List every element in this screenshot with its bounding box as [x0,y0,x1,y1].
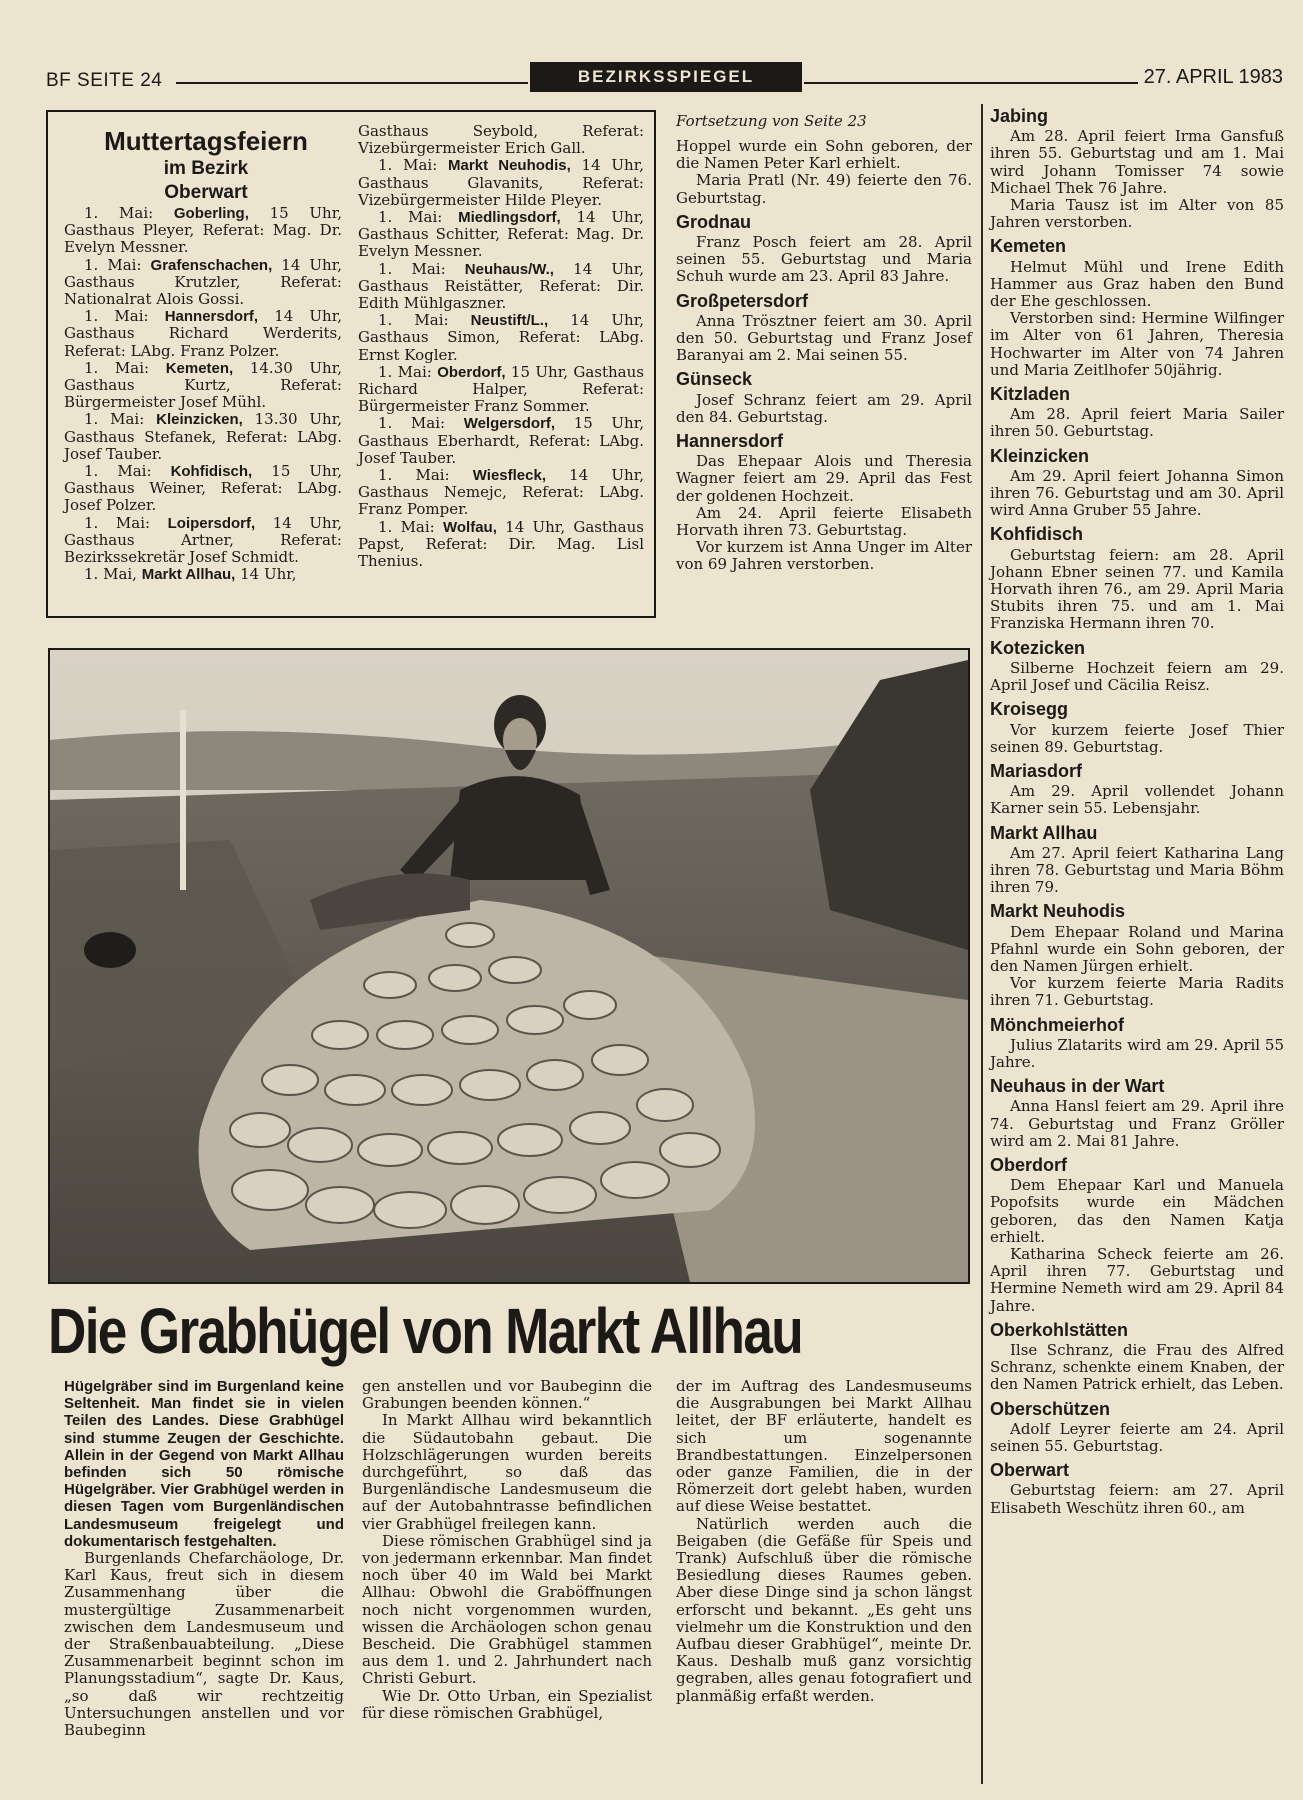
town-heading: Kitzladen [990,384,1071,405]
town-news-column-3 [676,138,972,574]
town-heading: Markt Allhau [990,822,1098,843]
article-column-3 [676,1378,972,1705]
article-paragraph: In Markt Allhau wird bekanntlich die Südautobahn gebaut. Die Holzschlägerungen wurden bereits durchgeführt, so daß das Burgenländische Landesmuseum die auf der Autobahntrasse befindlichen vier Grabhügel freilegen kann. [362,1411,652,1533]
event-entry: 1. Mai: Oberdorf, 15 Uhr, Gasthaus Richard Halper, Referat: Bürgermeister Franz Sommer. [358,362,644,416]
news-paragraph: Silberne Hochzeit feiern am 29. April Josef und Cäcilia Reisz. [990,658,1284,695]
news-paragraph: Am 28. April feiert Maria Sailer ihren 50. Geburtstag. [990,405,1284,441]
news-paragraph: Ilse Schranz, die Frau des Alfred Schranz, schenkte einem Knaben, der den Namen Patrick erhielt, das Leben. [990,1341,1284,1394]
page-label: BF SEITE 24 [46,70,163,91]
article-paragraph: Wie Dr. Otto Urban, ein Spezialist für diese römischen Grabhügel, [362,1686,652,1722]
event-entry: 1. Mai: Loipersdorf, 14 Uhr, Gasthaus Artner, Referat: Bezirkssekretär Josef Schmidt. [64,513,342,567]
town-heading: Grodnau [676,211,751,232]
news-paragraph: Maria Pratl (Nr. 49) feierte den 76. Geburtstag. [676,171,972,207]
town-heading: Markt Neuhodis [990,901,1126,922]
town-heading: Mönchmeierhof [990,1014,1125,1035]
news-paragraph: Geburtstag feiern: am 27. April Elisabeth Weschütz ihren 60., am [990,1481,1284,1517]
excavation-photo [48,648,970,1284]
news-paragraph: Maria Tausz ist im Alter von 85 Jahren verstorben. [990,196,1284,232]
news-paragraph: Am 29. April feiert Johanna Simon ihren 76. Geburtstag und am 30. April wird Anna Gruber 55 Jahre. [990,466,1284,520]
article-paragraph: Burgenlands Chefarchäologe, Dr. Karl Kaus, freut sich in diesem Zusammenhang über die mustergültige Zusammenarbeit zwischen dem Landesmuseum und der Straßenbauabteilung. „Diese Zusammenarbeit beginnt schon im Planungsstadium“, sagte Dr. Kaus, „so daß wir rechtzeitig Untersuchungen anstellen und vor Baubeginn [64,1549,344,1740]
town-heading: Hannersdorf [676,431,784,452]
news-paragraph: Katharina Scheck feierte am 26. April ihren 77. Geburtstag und Hermine Nemeth wird am 29. April 84 Jahre. [990,1244,1284,1315]
news-paragraph: Vor kurzem feierte Josef Thier seinen 89. Geburtstag. [990,720,1284,756]
news-paragraph: Verstorben sind: Hermine Wilfinger im Alter von 61 Jahren, Theresia Hochwarter im Alter von 74 Jahren und Maria Zeitlhofer 50jährig. [990,309,1284,379]
event-entry: 1. Mai: Wiesfleck, 14 Uhr, Gasthaus Nemejc, Referat: LAbg. Franz Pomper. [358,466,644,519]
box-subtitle: im Bezirk [163,158,249,179]
continued-note: Fortsetzung von Seite 23 [676,112,867,130]
event-entry: 1. Mai: Wolfau, 14 Uhr, Gasthaus Papst, Referat: Dir. Mag. Lisl Thenius. [358,517,644,571]
box-column-1 [64,205,342,583]
town-heading: Oberwart [990,1460,1070,1481]
town-heading: Kemeten [990,236,1067,257]
news-paragraph: Am 28. April feiert Irma Gansfuß ihren 55. Geburtstag und am 1. Mai wird Johann Tomisser 74 sowie Michael Thek 76 Jahre. [990,127,1284,197]
town-heading: Günseck [676,369,753,390]
event-entry: 1. Mai: Miedlingsdorf, 14 Uhr, Gasthaus Schitter, Referat: Mag. Dr. Evelyn Messner. [358,208,644,261]
article-paragraph-continued: der im Auftrag des Landesmuseums die Ausgrabungen bei Markt Allhau leitet, der BF erläuterte, handelt es sich um sogenannte Brandbestattungen. Einzelpersonen oder ganze Familien, die in der Römerzeit dort gelebt haben, wurden auf diese Weise bestattet. [676,1377,972,1516]
news-paragraph: Anna Hansl feiert am 29. April ihre 74. Geburtstag und Franz Gröller wird am 2. Mai 81 Jahre. [990,1097,1284,1150]
town-news-column-4 [990,108,1284,1517]
event-entry: 1. Mai, Markt Allhau, 14 Uhr, [84,565,297,584]
news-paragraph: Franz Posch feiert am 28. April seinen 55. Geburtstag und Maria Schuh wurde am 23. April 83 Jahre. [676,233,972,286]
news-paragraph: Am 27. April feiert Katharina Lang ihren 78. Geburtstag und Maria Böhm ihren 79. [990,843,1284,897]
news-paragraph: Dem Ehepaar Karl und Manuela Popofsits wurde ein Mädchen geboren, das den Namen Katja erhielt. [990,1176,1284,1246]
town-heading: Jabing [990,106,1049,126]
news-paragraph: Das Ehepaar Alois und Theresia Wagner feiert am 29. April das Fest der goldenen Hochzeit. [676,452,972,505]
event-entry: 1. Mai: Kohfidisch, 15 Uhr, Gasthaus Weiner, Referat: LAbg. Josef Polzer. [64,462,342,515]
header-rule-right [804,82,1138,84]
news-paragraph: Hoppel wurde ein Sohn geboren, der die Namen Peter Karl erhielt. [676,137,972,173]
news-paragraph: Vor kurzem ist Anna Unger im Alter von 69 Jahren verstorben. [676,538,972,574]
section-title: BEZIRKSSPIEGEL [530,62,802,92]
news-paragraph: Am 29. April vollendet Johann Karner sein 55. Lebensjahr. [990,782,1284,818]
event-entry: 1. Mai: Neuhaus/W., 14 Uhr, Gasthaus Reistätter, Referat: Dir. Edith Mühlgaszner. [358,259,644,313]
header-rule-left [176,82,528,84]
news-paragraph: Vor kurzem feierte Maria Radits ihren 71. Geburtstag. [990,974,1284,1010]
event-entry: 1. Mai: Hannersdorf, 14 Uhr, Gasthaus Richard Werderits, Referat: LAbg. Franz Polzer. [64,307,342,360]
town-heading: Mariasdorf [990,760,1083,781]
event-entry: 1. Mai: Kleinzicken, 13.30 Uhr, Gasthaus Stefanek, Referat: LAbg. Josef Tauber. [64,410,342,463]
event-entry: 1. Mai: Neustift/L., 14 Uhr, Gasthaus Simon, Referat: LAbg. Ernst Kogler. [358,311,644,364]
news-paragraph: Adolf Leyrer feierte am 24. April seinen 55. Geburtstag. [990,1419,1284,1456]
box-subtitle-region: Oberwart [164,182,248,203]
town-heading: Neuhaus in der Wart [990,1076,1165,1097]
town-heading: Großpetersdorf [676,290,809,311]
event-entry: 1. Mai: Goberling, 15 Uhr, Gasthaus Pleyer, Referat: Mag. Dr. Evelyn Messner. [64,204,342,257]
box-column-2 [358,123,644,570]
news-paragraph: Julius Zlatarits wird am 29. April 55 Jahre. [990,1035,1284,1071]
news-paragraph: Anna Trösztner feiert am 30. April den 50. Geburtstag und Franz Josef Baranyai am 2. Mai seinen 55. [676,311,972,365]
news-paragraph: Helmut Mühl und Irene Edith Hammer aus Graz haben den Bund der Ehe geschlossen. [990,257,1284,311]
article-paragraph-continued: gen anstellen und vor Baubeginn die Grabungen beenden können.“ [362,1377,652,1413]
article-paragraph: Natürlich werden auch die Beigaben (die Gefäße für Speis und Trank) Aufschluß über die römische Besiedlung dieses Raumes geben. Aber diese Dinge sind ja schon längst erforscht und bekannt. „Es geht uns vielmehr um die Konstruktion und den Aufbau dieser Grabhügel“, meinte Dr. Kaus. Deshalb muß ganz vorsichtig gegraben, alles genau fotografiert und planmäßig erfaßt werden. [676,1514,972,1705]
news-paragraph: Geburtstag feiern: am 28. April Johann Ebner seinen 77. und Kamila Horvath ihren 76., am 29. April Maria Stubits ihren 75. und am 1. Mai Franziska Hermann ihren 70. [990,545,1284,633]
news-paragraph: Josef Schranz feiert am 29. April den 84. Geburtstag. [676,390,972,426]
town-heading: Kleinzicken [990,445,1090,466]
article-column-1 [64,1378,344,1739]
town-heading: Oberschützen [990,1398,1111,1419]
town-heading: Oberkohlstätten [990,1319,1129,1340]
news-paragraph: Dem Ehepaar Roland und Marina Pfahnl wurde ein Sohn geboren, der den Namen Jürgen erhielt. [990,922,1284,975]
article-headline: Die Grabhügel von Markt Allhau [48,1295,803,1367]
event-entry: 1. Mai: Grafenschachen, 14 Uhr, Gasthaus Krutzler, Referat: Nationalrat Alois Gossi. [64,255,342,309]
article-lead: Hügelgräber sind im Burgenland keine Seltenheit. Man findet sie in vielen Teilen des Landes. Diese Grabhügel sind stumme Zeugen der Geschichte. Allein in der Gegend von Markt Allhau befinden sich 50 römische Hügelgräber. Vier Grabhügel werden in diesen Tagen vom Burgenländischen Landesmuseum freigelegt und dokumentarisch festgehalten. [64,1378,344,1550]
town-heading: Oberdorf [990,1154,1068,1175]
town-heading: Kotezicken [990,637,1086,658]
box-title: Muttertagsfeiern [104,126,308,156]
town-heading: Kohfidisch [990,524,1083,545]
event-entry: 1. Mai: Kemeten, 14.30 Uhr, Gasthaus Kurtz, Referat: Bürgermeister Josef Mühl. [64,358,342,412]
event-entry-continued: Gasthaus Seybold, Referat: Vizebürgermeister Erich Gall. [358,122,644,158]
event-entry: 1. Mai: Markt Neuhodis, 14 Uhr, Gasthaus Glavanits, Referat: Vizebürgermeister Hilde Pleyer. [358,156,644,209]
event-entry: 1. Mai: Welgersdorf, 15 Uhr, Gasthaus Eberhardt, Referat: LAbg. Josef Tauber. [358,414,644,467]
town-heading: Kroisegg [990,699,1069,720]
article-column-2 [362,1378,652,1722]
burial-mound-photo [50,650,968,1282]
article-paragraph: Diese römischen Grabhügel sind ja von jedermann erkennbar. Man findet noch über 40 im Wald bei Markt Allhau: Obwohl die Graböffnungen noch nicht vorgenommen wurden, wissen die Archäologen schon genau Bescheid. Die Grabhügel stammen aus dem 1. und 2. Jahrhundert nach Christi Geburt. [362,1531,652,1688]
news-paragraph: Am 24. April feierte Elisabeth Horvath ihren 73. Geburtstag. [676,503,972,540]
column-rule [981,104,983,1784]
issue-date: 27. APRIL 1983 [1143,66,1283,88]
